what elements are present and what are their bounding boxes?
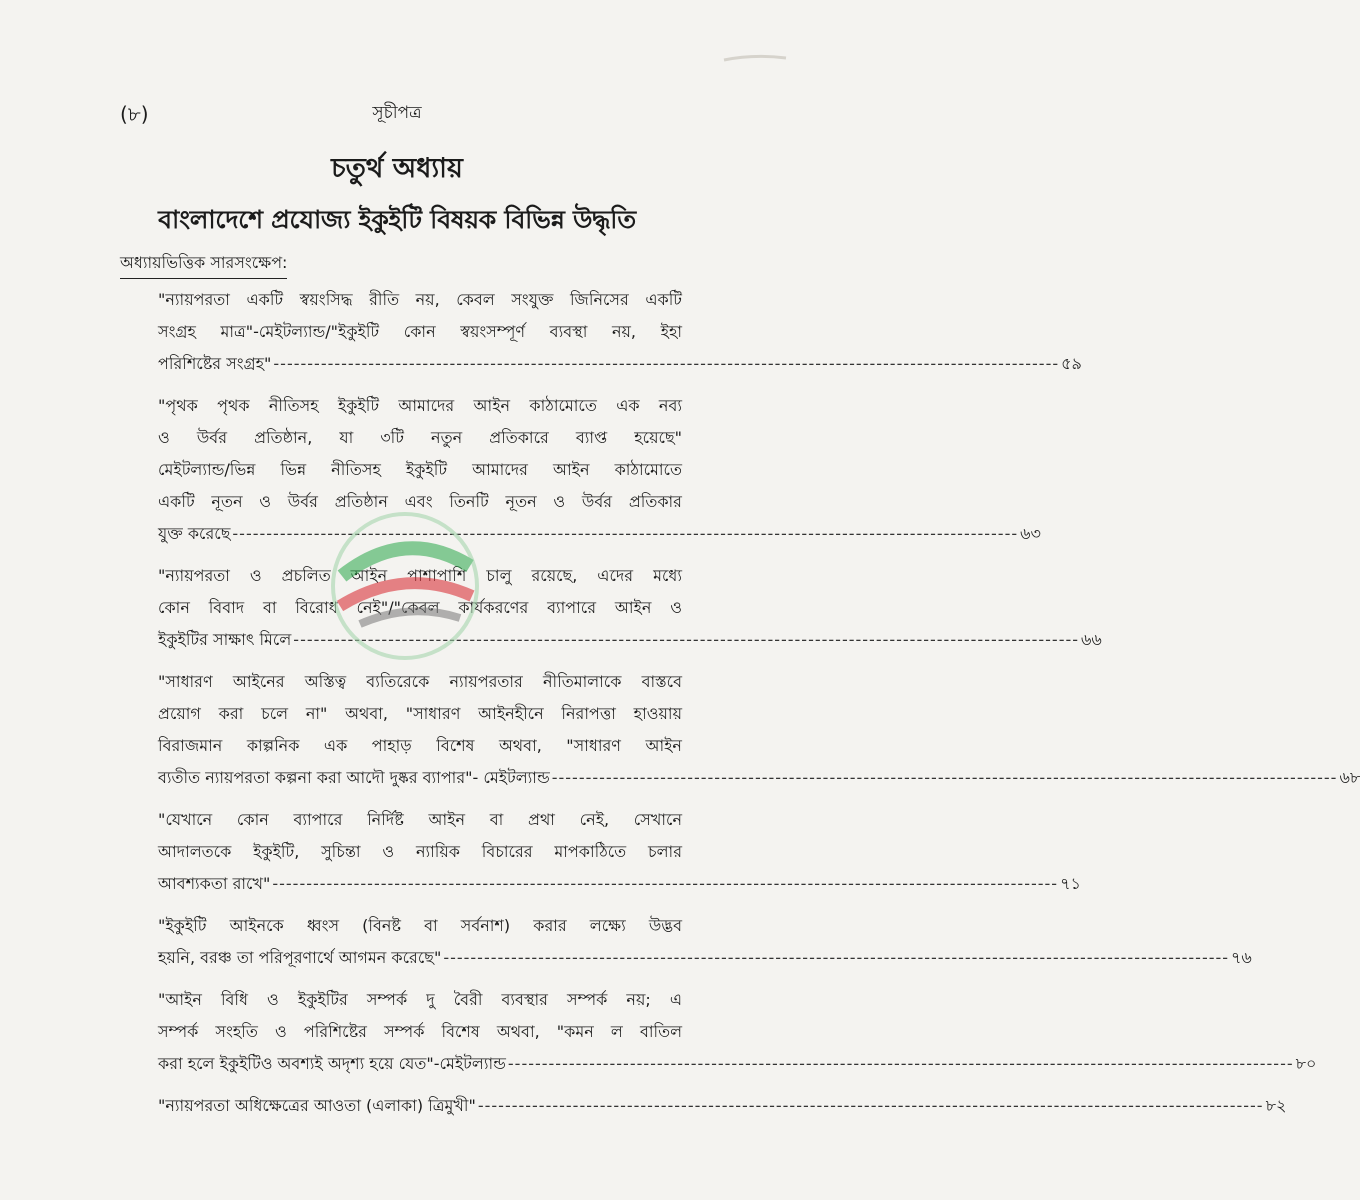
toc-entry-text: ব্যতীত ন্যায়পরতা কল্পনা করা আদৌ দুষ্কর ব্যাপার"- মেইটল্যান্ড (158, 768, 550, 787)
chapter-subtitle: বাংলাদেশে প্রযোজ্য ইকুইটি বিষয়ক বিভিন্ন উদ্ধৃতি (158, 205, 636, 234)
chapter-title: চতুর্থ অধ্যায় (331, 153, 463, 184)
dot-leader: -------------------------------------------------------------------------------------------------------------------- (551, 768, 1338, 787)
toc-entry-line: "ইকুইটি আইনকে ধ্বংস (বিনষ্ট বা সর্বনাশ) করার লক্ষ্যে উদ্ভব (158, 916, 682, 935)
summary-label: অধ্যায়ভিত্তিক সারসংক্ষেপ: (120, 250, 287, 279)
toc-entry (158, 1090, 1287, 1122)
toc-entry-last-line (158, 762, 1360, 794)
toc-entry-last-line (158, 942, 1252, 974)
toc-page-number: ৫৯ (1061, 354, 1082, 373)
toc-page-number: ৬৬ (1081, 630, 1102, 649)
toc-entry (158, 910, 1252, 974)
toc-entry-last-line (158, 348, 1082, 380)
toc-entry-line: ও উর্বর প্রতিষ্ঠান, যা ৩টি নতুন প্রতিকারে ব্যাপ্ত হয়েছে" (158, 428, 682, 447)
toc-entry-line: একটি নূতন ও উর্বর প্রতিষ্ঠান এবং তিনটি নূতন ও উর্বর প্রতিকার (158, 492, 682, 511)
toc-entry-line: বিরাজমান কাল্পনিক এক পাহাড় বিশেষ অথবা, "সাধারণ আইন (158, 736, 682, 755)
publisher-watermark-logo (300, 506, 510, 666)
toc-entry-text: যুক্ত করেছে (158, 524, 231, 543)
toc-page-number: ৬৩ (1020, 524, 1041, 543)
dot-leader: -------------------------------------------------------------------------------------------------------------------- (272, 874, 1059, 893)
toc-entry-line: কোন বিবাদ বা বিরোধ নেই"/"কেবল কার্যকরণের ব্যাপারে আইন ও (158, 598, 682, 617)
toc-entry-line: প্রয়োগ করা চলে না" অথবা, "সাধারণ আইনহীনে নিরাপত্তা হাওয়ায় (158, 704, 682, 723)
paper-smudge (714, 40, 794, 80)
toc-page-number: ৮২ (1265, 1096, 1287, 1115)
toc-entry-line: সম্পর্ক সংহতি ও পরিশিষ্টের সম্পর্ক বিশেষ অথবা, "কমন ল বাতিল (158, 1022, 682, 1041)
toc-entry-line: আদালতকে ইকুইটি, সুচিন্তা ও ন্যায়িক বিচারের মাপকাঠিতে চলার (158, 842, 682, 861)
dot-leader: -------------------------------------------------------------------------------------------------------------------- (443, 948, 1230, 967)
toc-page-number: ৮০ (1295, 1054, 1317, 1073)
toc-entry-last-line (158, 868, 1081, 900)
toc-entry (158, 284, 1082, 380)
toc-entry-text: আবশ্যকতা রাখে" (158, 874, 271, 893)
toc-page-number: ৭৬ (1231, 948, 1252, 967)
toc-entry (158, 984, 1317, 1080)
toc-entry-text: ইকুইটির সাক্ষাৎ মিলে (158, 630, 292, 649)
toc-entry-text: "ন্যায়পরতা অধিক্ষেত্রের আওতা (এলাকা) ত্রিমুখী" (158, 1096, 476, 1115)
toc-entry-line: "আইন বিধি ও ইকুইটির সম্পর্ক দু বৈরী ব্যবস্থার সম্পর্ক নয়; এ (158, 990, 682, 1009)
dot-leader: -------------------------------------------------------------------------------------------------------------------- (477, 1096, 1264, 1115)
toc-entry (158, 804, 1081, 900)
toc-page-number: ৬৮ (1339, 768, 1360, 787)
toc-entry-text: পরিশিষ্টের সংগ্রহ" (158, 354, 272, 373)
dot-leader: -------------------------------------------------------------------------------------------------------------------- (273, 354, 1060, 373)
toc-entry-text: করা হলে ইকুইটিও অবশ্যই অদৃশ্য হয়ে যেত"-মেইটল্যান্ড (158, 1054, 506, 1073)
toc-entry-line: "পৃথক পৃথক নীতিসহ ইকুইটি আমাদের আইন কাঠামোতে এক নব্য (158, 396, 682, 415)
toc-entry-line: "ন্যায়পরতা একটি স্বয়ংসিদ্ধ রীতি নয়, কেবল সংযুক্ত জিনিসের একটি (158, 290, 682, 309)
dot-leader: -------------------------------------------------------------------------------------------------------------------- (232, 524, 1019, 543)
toc-entry-line: "যেখানে কোন ব্যাপারে নির্দিষ্ট আইন বা প্রথা নেই, সেখানে (158, 810, 682, 829)
dot-leader: -------------------------------------------------------------------------------------------------------------------- (293, 630, 1080, 649)
toc-entry-line: "ন্যায়পরতা ও প্রচলিত আইন পাশাপাশি চালু রয়েছে, এদের মধ্যে (158, 566, 682, 585)
toc-page-number: ৭১ (1060, 874, 1081, 893)
toc-entry-line: মেইটল্যান্ড/ভিন্ন ভিন্ন নীতিসহ ইকুইটি আমাদের আইন কাঠামোতে (158, 460, 682, 479)
toc-entry-last-line (158, 1048, 1317, 1080)
toc-entry (158, 666, 1360, 794)
toc-entry-line: সংগ্রহ মাত্র"-মেইটল্যান্ড/"ইকুইটি কোন স্বয়ংসম্পূর্ণ ব্যবস্থা নয়, ইহা (158, 322, 682, 341)
table-of-contents (158, 284, 1360, 1132)
toc-entry-line: "সাধারণ আইনের অস্তিত্ব ব্যতিরেকে ন্যায়পরতার নীতিমালাকে বাস্তবে (158, 672, 682, 691)
toc-entry-text: হয়নি, বরঞ্চ তা পরিপূরণার্থে আগমন করেছে" (158, 948, 442, 967)
toc-entry-last-line (158, 1090, 1287, 1122)
dot-leader: -------------------------------------------------------------------------------------------------------------------- (507, 1054, 1294, 1073)
running-head: সূচীপত্র (372, 103, 422, 123)
page-number: (৮) (120, 102, 149, 126)
